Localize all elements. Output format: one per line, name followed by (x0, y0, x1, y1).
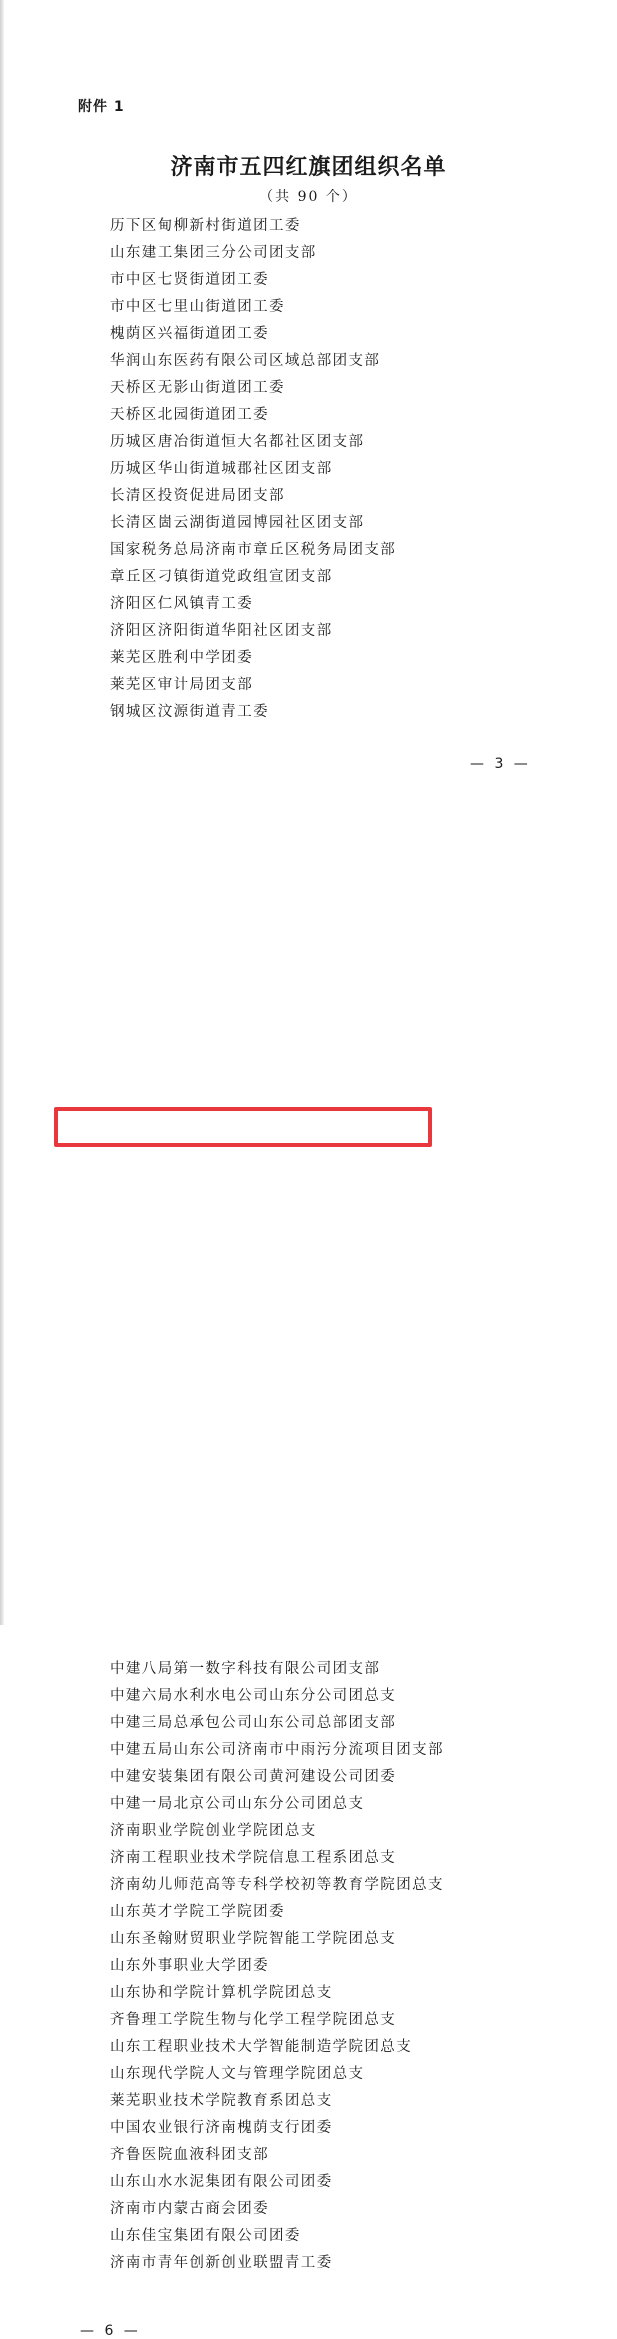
list-item: 市中区七里山街道团工委 (110, 299, 285, 315)
list-item: 中建安装集团有限公司黄河建设公司团委 (110, 1769, 397, 1785)
list-item: 历下区甸柳新村街道团工委 (110, 218, 301, 234)
list-item: 莱芜区审计局团支部 (110, 677, 254, 693)
list-item: 济阳区仁风镇青工委 (110, 596, 254, 612)
page-left-edge (0, 812, 4, 1625)
list-item: 中建一局北京公司山东分公司团总支 (110, 1796, 365, 1812)
list-item: 中建三局总承包公司山东公司总部团支部 (110, 1715, 397, 1731)
highlight-box (54, 1107, 432, 1147)
list-item: 齐鲁理工学院生物与化学工程学院团总支 (110, 2012, 397, 2028)
list-item: 钢城区汶源街道青工委 (110, 704, 269, 720)
list-item: 济南市青年创新创业联盟青工委 (110, 2255, 333, 2271)
list-item: 长清区崮云湖街道园博园社区团支部 (110, 515, 365, 531)
list-item: 山东建工集团三分公司团支部 (110, 245, 317, 261)
list-item: 齐鲁医院血液科团支部 (110, 2147, 269, 2163)
list-item: 济南市内蒙古商会团委 (110, 2201, 269, 2217)
list-item: 天桥区北园街道团工委 (110, 407, 269, 423)
list-item: 山东外事职业大学团委 (110, 1958, 269, 1974)
attachment-label: 附件 1 (78, 99, 125, 115)
list-item: 中建六局水利水电公司山东分公司团总支 (110, 1688, 397, 1704)
list-item: 山东工程职业技术大学智能制造学院团总支 (110, 2039, 413, 2055)
list-item: 济南幼儿师范高等专科学校初等教育学院团总支 (110, 1877, 444, 1893)
page-number: — 6 — (80, 2323, 141, 2339)
list-item: 历城区华山街道城郡社区团支部 (110, 461, 333, 477)
list-item: 中建五局山东公司济南市中雨污分流项目团支部 (110, 1742, 444, 1758)
list-item: 章丘区刁镇街道党政组宣团支部 (110, 569, 333, 585)
document-title: 济南市五四红旗团组织名单 (170, 154, 447, 180)
list-item: 山东圣翰财贸职业学院智能工学院团总支 (110, 1931, 397, 1947)
list-item: 长清区投资促进局团支部 (110, 488, 285, 504)
list-item: 莱芜区胜利中学团委 (110, 650, 254, 666)
list-item: 槐荫区兴福街道团工委 (110, 326, 269, 342)
organization-list-page-3 (110, 213, 396, 726)
list-item: 天桥区无影山街道团工委 (110, 380, 285, 396)
document-page-6 (0, 812, 617, 2339)
list-item: 济南职业学院创业学院团总支 (110, 1823, 317, 1839)
page-left-edge (0, 0, 4, 812)
organization-list-page-6 (110, 1656, 444, 2277)
document-subtitle: （共 90 个） (259, 189, 358, 205)
list-item: 济南工程职业技术学院信息工程系团总支 (110, 1850, 397, 1866)
list-item: 历城区唐冶街道恒大名都社区团支部 (110, 434, 365, 450)
list-item: 中国农业银行济南槐荫支行团委 (110, 2120, 333, 2136)
list-item: 山东山水水泥集团有限公司团委 (110, 2174, 333, 2190)
list-item: 华润山东医药有限公司区域总部团支部 (110, 353, 381, 369)
list-item: 济阳区济阳街道华阳社区团支部 (110, 623, 333, 639)
list-item: 莱芜职业技术学院教育系团总支 (110, 2093, 333, 2109)
list-item: 国家税务总局济南市章丘区税务局团支部 (110, 542, 397, 558)
list-item: 山东英才学院工学院团委 (110, 1904, 285, 1920)
list-item: 山东现代学院人文与管理学院团总支 (110, 2066, 365, 2082)
list-item: 市中区七贤街道团工委 (110, 272, 269, 288)
list-item: 山东协和学院计算机学院团总支 (110, 1985, 333, 2001)
list-item: 山东佳宝集团有限公司团委 (110, 2228, 301, 2244)
page-number: — 3 — (470, 756, 531, 772)
document-page-3 (0, 0, 617, 812)
list-item: 中建八局第一数字科技有限公司团支部 (110, 1661, 381, 1677)
